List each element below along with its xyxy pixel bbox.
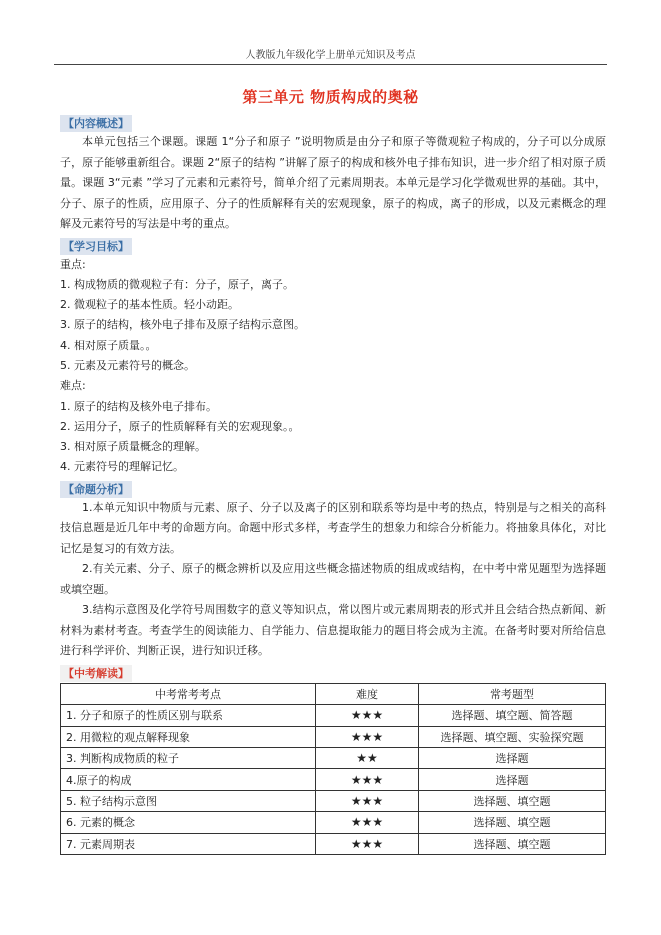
analysis-section <box>60 478 606 662</box>
key-point: 1. 构成物质的微观粒子有：分子，原子，离子。 <box>60 277 294 291</box>
analysis-tag: 【命题分析】 <box>60 481 132 498</box>
difficult-point: 3. 相对原子质量概念的理解。 <box>60 440 206 454</box>
difficult-point: 2. 运用分子，原子的性质解释有关的宏观现象。。 <box>60 419 300 433</box>
key-point: 5. 元素及元素符号的概念。 <box>60 358 195 372</box>
column-header: 常考题型 <box>419 683 606 704</box>
exam-point-cell: 6. 元素的概念 <box>61 812 316 833</box>
analysis-paragraph: 3.结构示意图及化学符号周围数字的意义等知识点，常以图片或元素周期表的形式并且会结合热点新闻、新材料为素材考查。考查学生的阅读能力、自学能力、信息提取能力的题目将会成为主流。在备考时要对所给信息进行科学评价、判断正误，进行知识迁移。 <box>60 603 606 658</box>
difficulty-stars: ★★ <box>316 747 419 768</box>
exam-point-cell: 2. 用微粒的观点解释现象 <box>61 726 316 747</box>
difficult-label: 难点: <box>60 379 86 393</box>
table-row <box>61 705 606 726</box>
exam-tag: 【中考解读】 <box>60 665 132 682</box>
exam-point-cell: 1. 分子和原子的性质区别与联系 <box>61 705 316 726</box>
difficulty-stars: ★★★ <box>316 812 419 833</box>
goals-tag: 【学习目标】 <box>60 238 132 255</box>
key-point: 4. 相对原子质量。。 <box>60 338 157 352</box>
overview-text: 本单元包括三个课题。课题 1“分子和原子 ”说明物质是由分子和原子等微观粒子构成的，分子可以分成原子，原子能够重新组合。课题 2“原子的结构 ”讲解了原子的构成和核外电子排布知识，进一步介绍了相对原子质量。课题 3“元素 ”学习了元素和元素符号，简单介绍了元素周期表。本单元是学习化学微观世界的基础。其中，分子、原子的性质，应用原子、分子的性质解释有关的宏观现象，原子的构成，离子的形成，以及元素概念的理解及元素符号的写法是中考的重点。 <box>60 135 606 230</box>
column-header: 中考常考考点 <box>61 683 316 704</box>
question-types-cell: 选择题、填空题、实验探究题 <box>419 726 606 747</box>
overview-tag: 【内容概述】 <box>60 115 132 132</box>
table-row <box>61 833 606 854</box>
question-types-cell: 选择题、填空题 <box>419 833 606 854</box>
difficult-point: 4. 元素符号的理解记忆。 <box>60 460 184 474</box>
difficulty-stars: ★★★ <box>316 769 419 790</box>
exam-point-cell: 4.原子的构成 <box>61 769 316 790</box>
question-types-cell: 选择题、填空题 <box>419 812 606 833</box>
table-row <box>61 812 606 833</box>
goals-section <box>60 235 606 478</box>
exam-table <box>60 683 606 855</box>
analysis-paragraph: 1.本单元知识中物质与元素、原子、分子以及离子的区别和联系等均是中考的热点，特别是与之相关的高科技信息题是近几年中考的命题方向。命题中形式多样，考查学生的想象力和综合分析能力。将抽象具体化，对比记忆是复习的有效方法。 <box>60 500 606 555</box>
question-types-cell: 选择题、填空题 <box>419 790 606 811</box>
exam-point-cell: 7. 元素周期表 <box>61 833 316 854</box>
content-body <box>60 112 606 855</box>
difficulty-stars: ★★★ <box>316 790 419 811</box>
table-header-row <box>61 683 606 704</box>
key-point: 3. 原子的结构，核外电子排布及原子结构示意图。 <box>60 318 305 332</box>
running-header: 人教版九年级化学上册单元知识及考点 <box>54 46 607 65</box>
table-row <box>61 726 606 747</box>
difficult-point: 1. 原子的结构及核外电子排布。 <box>60 399 217 413</box>
page-title: 第三单元 物质构成的奥秘 <box>242 88 419 106</box>
key-label: 重点: <box>60 257 86 271</box>
column-header: 难度 <box>316 683 419 704</box>
exam-section <box>60 662 606 855</box>
key-point: 2. 微观粒子的基本性质。轻小动距。 <box>60 298 239 312</box>
exam-point-cell: 3. 判断构成物质的粒子 <box>61 747 316 768</box>
analysis-paragraph: 2.有关元素、分子、原子的概念辨析以及应用这些概念描述物质的组成或结构，在中考中常见题型为选择题或填空题。 <box>60 562 606 596</box>
table-row <box>61 790 606 811</box>
question-types-cell: 选择题 <box>419 747 606 768</box>
overview-section <box>60 112 606 235</box>
question-types-cell: 选择题、填空题、简答题 <box>419 705 606 726</box>
table-row <box>61 769 606 790</box>
difficulty-stars: ★★★ <box>316 705 419 726</box>
table-row <box>61 747 606 768</box>
difficulty-stars: ★★★ <box>316 726 419 747</box>
difficulty-stars: ★★★ <box>316 833 419 854</box>
exam-point-cell: 5. 粒子结构示意图 <box>61 790 316 811</box>
question-types-cell: 选择题 <box>419 769 606 790</box>
